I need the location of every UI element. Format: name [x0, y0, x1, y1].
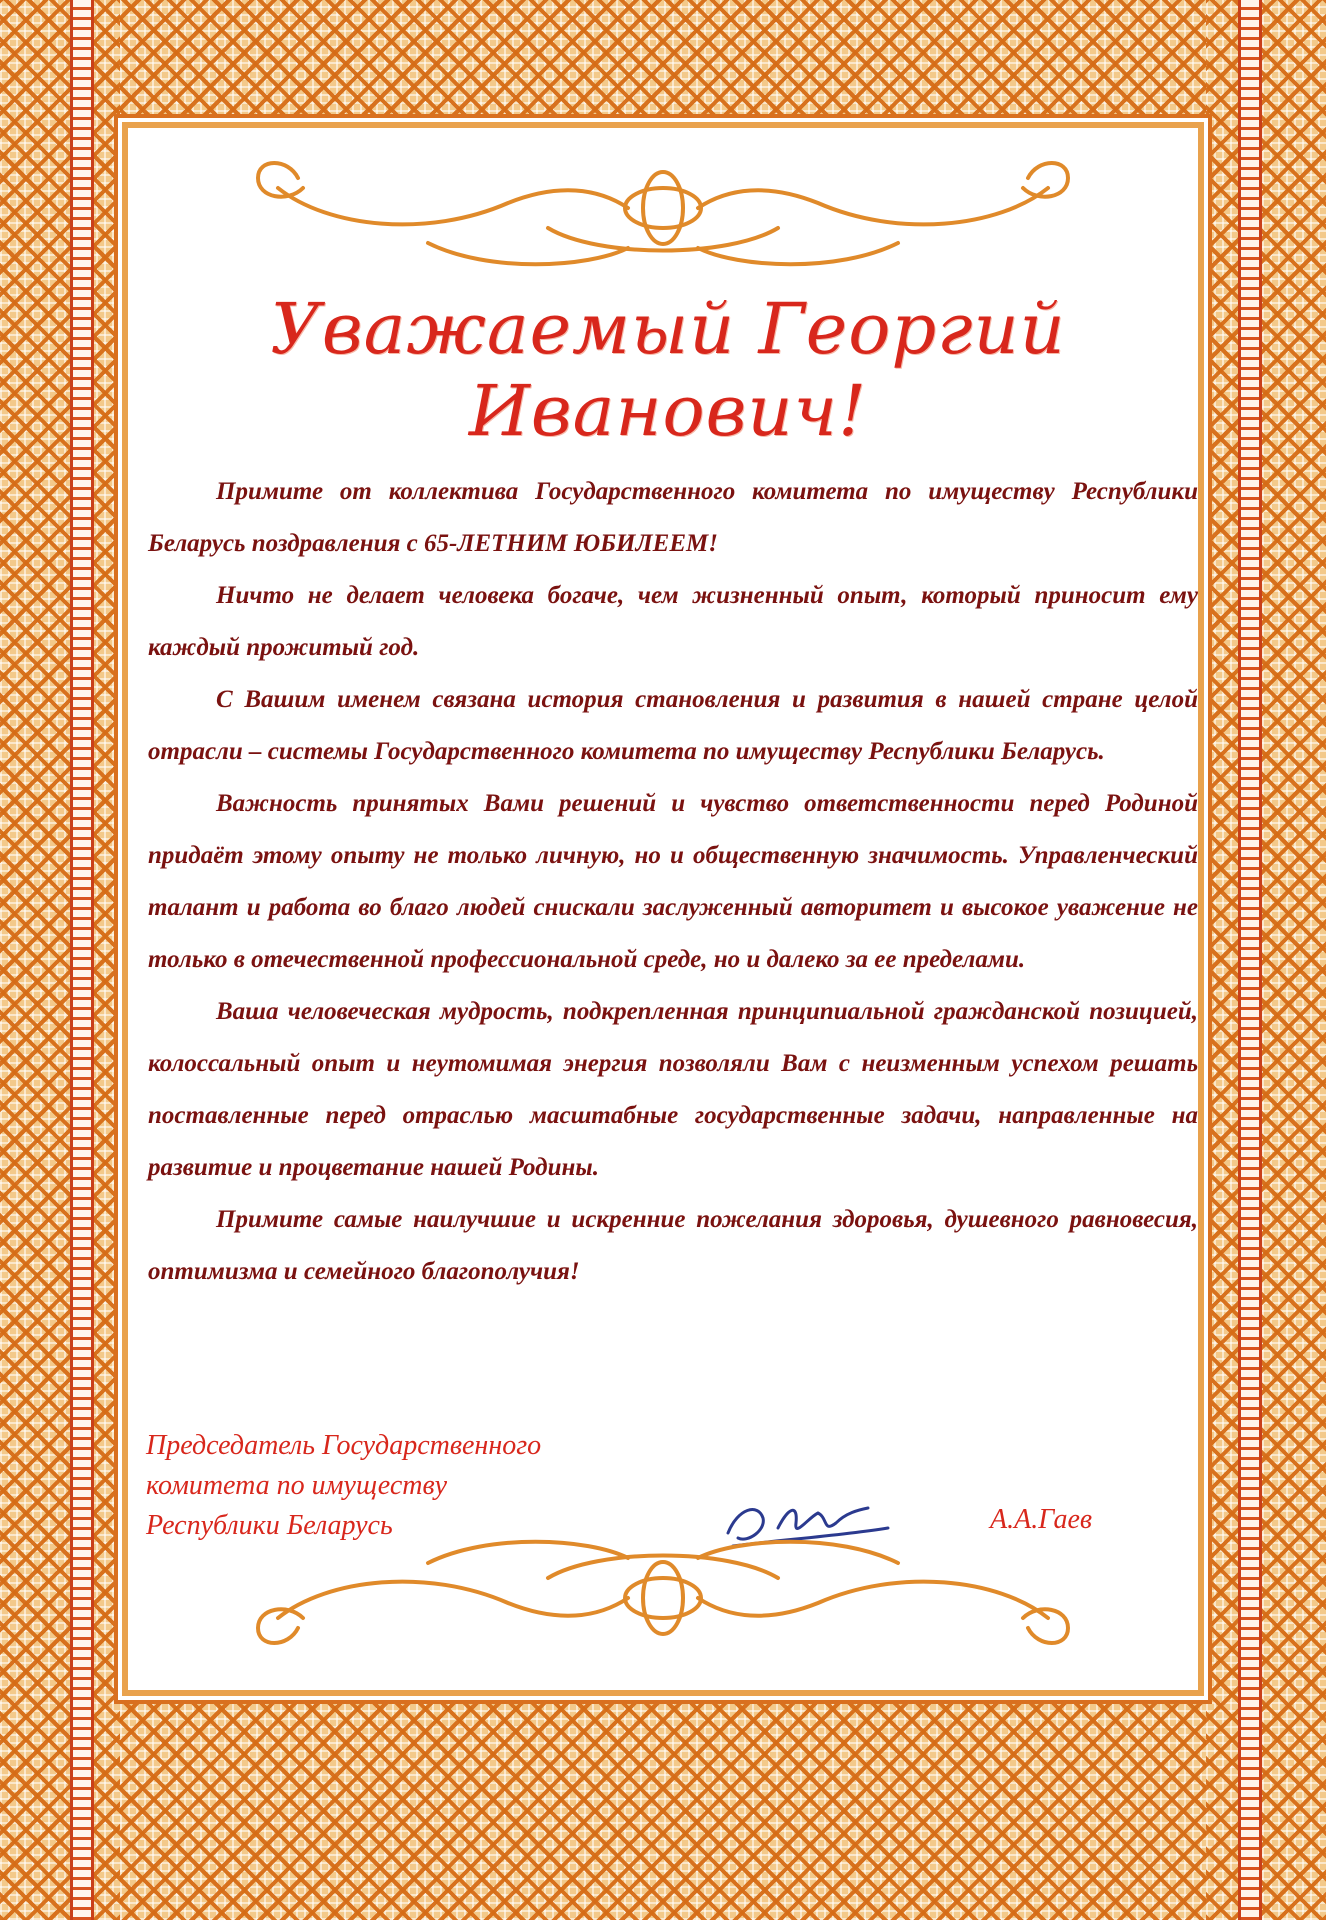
- letter-body: [148, 466, 1198, 1298]
- flourish-bottom-icon: [128, 1518, 1198, 1658]
- salutation-heading: Уважаемый Георгий Иванович!: [270, 288, 1066, 452]
- flourish-top-icon: [128, 148, 1198, 288]
- signer-title-line: Республики Беларусь: [146, 1510, 393, 1541]
- paragraph: С Вашим именем связана история становления и развития в нашей стране целой отрасли – системы Государственного комитета по имуществу Республики Беларусь.: [148, 686, 1198, 765]
- ornament-band-left: [0, 0, 120, 1920]
- paragraph: Ваша человеческая мудрость, подкрепленная принципиальной гражданской позицией, колоссальный опыт и неутомимая энергия позволяли Вам с неизменным успехом решать поставленные перед отраслью масштабные государственные задачи, направленные на развитие и процветание нашей Родины.: [148, 998, 1198, 1181]
- letter-sheet: [128, 128, 1198, 1690]
- ornament-band-right: [1206, 0, 1326, 1920]
- paragraph: Важность принятых Вами решений и чувство ответственности перед Родиной придаёт этому опыту не только личную, но и общественную значимость. Управленческий талант и работа во благо людей снискали заслуженный авторитет и высокое уважение не только в отечественной профессиональной среде, но и далеко за ее пределами.: [148, 790, 1198, 973]
- ornament-stripe-right: [1238, 0, 1262, 1920]
- ornament-band-top: [0, 0, 1326, 128]
- signer-title-line: комитета по имуществу: [146, 1470, 448, 1501]
- signer-title-line: Председатель Государственного: [146, 1430, 542, 1461]
- paragraph: Примите от коллектива Государственного комитета по имуществу Республики Беларусь поздравления с 65-ЛЕТНИМ ЮБИЛЕЕМ!: [148, 478, 1198, 557]
- signer-name: А.А.Гаев: [990, 1504, 1093, 1535]
- ornament-stripe-left: [70, 0, 94, 1920]
- paragraph: Примите самые наилучшие и искренние пожелания здоровья, душевного равновесия, оптимизма и семейного благополучия!: [148, 1206, 1198, 1285]
- ornament-band-bottom: [0, 1690, 1326, 1920]
- paragraph: Ничто не делает человека богаче, чем жизненный опыт, который приносит ему каждый прожитый год.: [148, 582, 1198, 661]
